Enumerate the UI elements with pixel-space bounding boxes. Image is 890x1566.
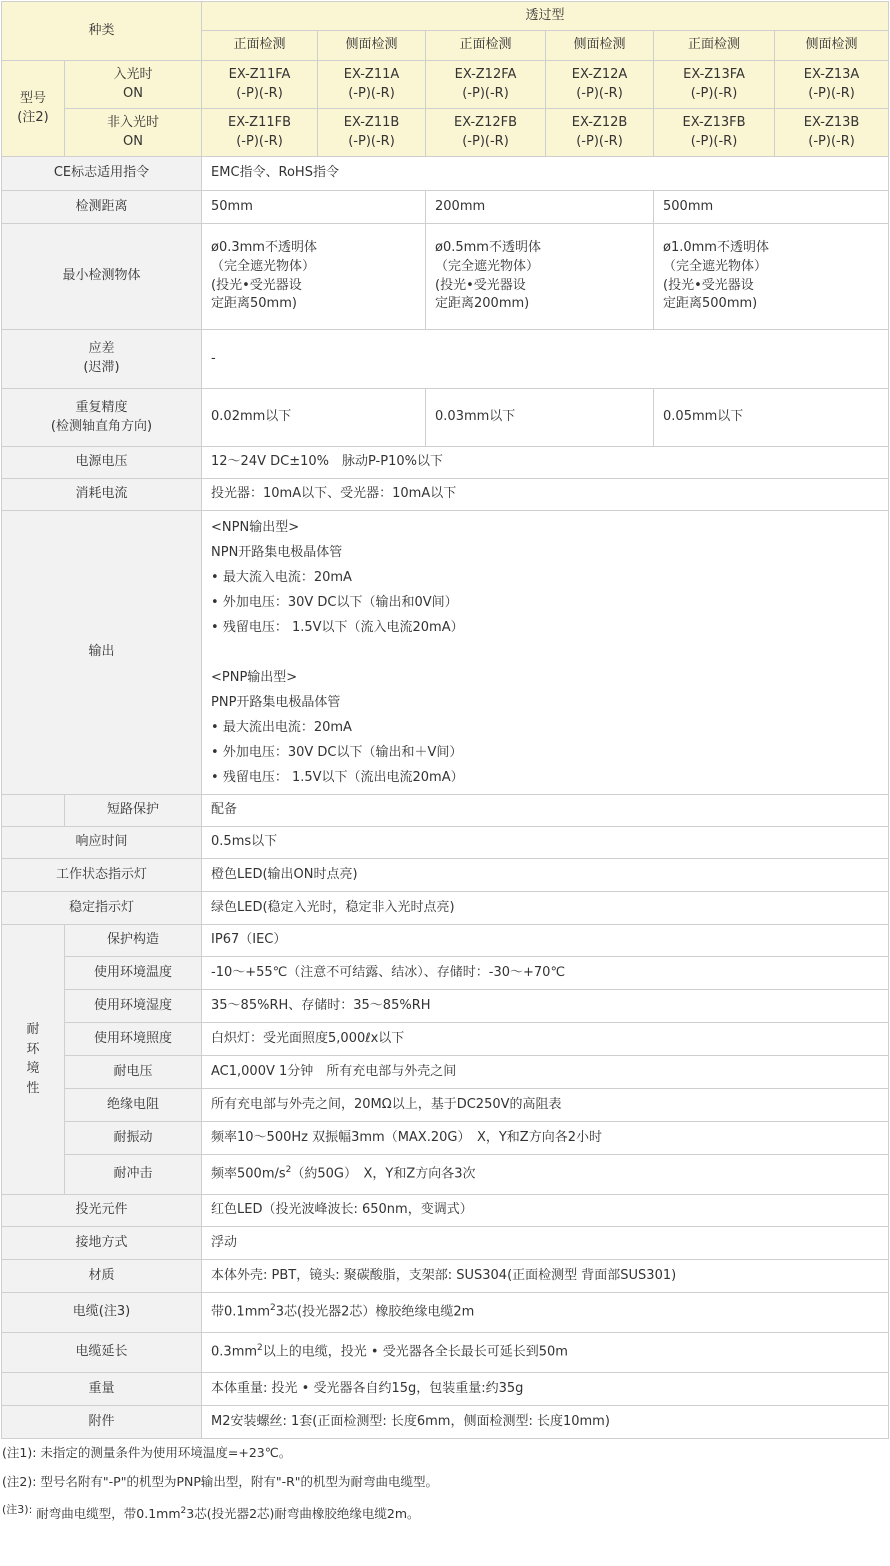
response-value: 0.5ms以下 [202,827,889,859]
model-cell: EX-Z13FA (-P)(-R) [654,61,775,109]
weight-value: 本体重量: 投光 • 受光器各自约15g，包装重量:约35g [202,1373,889,1406]
op-indicator-value: 橙色LED(输出ON时点亮) [202,859,889,892]
voltage-value: 12～24V DC±10% 脉动P-P10%以下 [202,447,889,479]
accessory-value: M2安装螺丝: 1套(正面检测型: 长度6mm，侧面检测型: 长度10mm) [202,1406,889,1439]
weight-label: 重量 [2,1373,202,1406]
emitter-label: 投光元件 [2,1195,202,1227]
emitter-value: 红色LED（投光波峰波长: 650nm，变调式） [202,1195,889,1227]
short-value: 配备 [202,795,889,827]
ce-value: EMC指令、RoHS指令 [202,157,889,191]
env-item-value: 白炽灯：受光面照度5,000ℓx以下 [202,1023,889,1056]
note-3-post: 3芯(投光器2芯)耐弯曲橡胶绝缘电缆2m。 [186,1506,420,1522]
detect-header: 正面检测 [654,31,775,61]
env-item-label: 耐振动 [65,1122,202,1155]
distance-value: 50mm [202,191,426,224]
cable-ext-pre: 0.3mm [211,1344,258,1360]
detect-header: 正面检测 [426,31,546,61]
model-cell: EX-Z11FA (-P)(-R) [202,61,318,109]
ce-label: CE标志适用指令 [2,157,202,191]
notes [2,1444,890,1531]
env-item-label: 使用环境湿度 [65,990,202,1023]
cable-ext-value [202,1333,889,1373]
light-on-label: 入光时 ON [65,61,202,109]
model-cell: EX-Z11A (-P)(-R) [318,61,426,109]
detect-header: 侧面检测 [546,31,654,61]
cable-ext-sup: 2 [257,1343,263,1354]
transmissive-header: 透过型 [202,2,889,31]
accessory-label: 附件 [2,1406,202,1439]
model-cell: EX-Z12FB (-P)(-R) [426,109,546,157]
cable-value-sup: 2 [270,1303,276,1314]
env-label [2,925,65,1195]
spec-table [1,1,889,1439]
cable-value-pre: 带0.1mm [211,1304,271,1320]
repeat-value: 0.05mm以下 [654,389,889,447]
env-item-value: 所有充电部与外壳之间，20MΩ以上，基于DC250V的高阻表 [202,1089,889,1122]
model-cell: EX-Z11FB (-P)(-R) [202,109,318,157]
model-cell: EX-Z13B (-P)(-R) [775,109,889,157]
min-object-value: ø0.3mm不透明体 （完全遮光物体） (投光•受光器设 定距离50mm) [202,224,426,330]
note-3-label: (注3): [2,1503,33,1516]
env-item-value: AC1,000V 1分钟 所有充电部与外壳之间 [202,1056,889,1089]
current-label: 消耗电流 [2,479,202,511]
output-value: <NPN输出型> NPN开路集电极晶体管 • 最大流入电流：20mA • 外加电压：30V DC以下（输出和0V间） • 残留电压： 1.5V以下（流入电流20mA） <PNP输出型> PNP开路集电极晶体管 • 最大流出电流：20mA • 外加电压：30V DC以下（输出和＋V间） • 残留电压： 1.5V以下（流出电流20mA） [202,511,889,795]
shock-value [202,1155,889,1195]
voltage-label: 电源电压 [2,447,202,479]
output-label: 输出 [2,511,202,795]
distance-label: 检测距离 [2,191,202,224]
model-cell: EX-Z11B (-P)(-R) [318,109,426,157]
model-cell: EX-Z12A (-P)(-R) [546,61,654,109]
min-object-value: ø0.5mm不透明体 （完全遮光物体） (投光•受光器设 定距离200mm) [426,224,654,330]
env-item-label: 使用环境温度 [65,957,202,990]
cable-value-post: 3芯(投光器2芯）橡胶绝缘电缆2m [275,1304,475,1320]
stab-indicator-value: 绿色LED(稳定入光时，稳定非入光时点亮) [202,892,889,925]
env-item-value: 35～85%RH、存储时：35～85%RH [202,990,889,1023]
min-object-value: ø1.0mm不透明体 （完全遮光物体） (投光•受光器设 定距离500mm) [654,224,889,330]
min-object-label: 最小检测物体 [2,224,202,330]
distance-value: 200mm [426,191,654,224]
repeat-value: 0.03mm以下 [426,389,654,447]
shock-value-post: （約50G） X，Y和Z方向各3次 [291,1166,476,1182]
hysteresis-label: 应差 (迟滞) [2,330,202,389]
model-cell: EX-Z12FA (-P)(-R) [426,61,546,109]
repeat-value: 0.02mm以下 [202,389,426,447]
response-label: 响应时间 [2,827,202,859]
material-value: 本体外壳: PBT，镜头: 聚碳酸脂，支架部: SUS304(正面检测型 背面部SUS301) [202,1260,889,1293]
stab-indicator-label: 稳定指示灯 [2,892,202,925]
short-label: 短路保护 [65,795,202,827]
cable-value [202,1293,889,1333]
note-3 [2,1502,890,1531]
detect-header: 侧面检测 [775,31,889,61]
note-3-pre: 耐弯曲电缆型，带0.1mm [36,1506,181,1522]
shock-label: 耐冲击 [65,1155,202,1195]
ground-label: 接地方式 [2,1227,202,1260]
current-value: 投光器：10mA以下、受光器：10mA以下 [202,479,889,511]
shock-value-sup: 2 [285,1165,292,1176]
env-item-value: 频率10～500Hz 双振幅3mm（MAX.20G） X，Y和Z方向各2小时 [202,1122,889,1155]
env-item-label: 耐电压 [65,1056,202,1089]
env-item-value: -10～+55℃（注意不可结露、结冰）、存储时：-30～+70℃ [202,957,889,990]
model-cell: EX-Z13FB (-P)(-R) [654,109,775,157]
cable-label: 电缆(注3) [2,1293,202,1333]
cable-ext-label: 电缆延长 [2,1333,202,1373]
ground-value: 浮动 [202,1227,889,1260]
env-item-label: 使用环境照度 [65,1023,202,1056]
note-3-sup: 2 [180,1506,187,1516]
env-item-label: 保护构造 [65,925,202,957]
env-item-value: IP67（IEC） [202,925,889,957]
env-item-label: 绝缘电阻 [65,1089,202,1122]
type-label: 种类 [2,2,202,61]
cable-ext-post: 以上的电缆，投光 • 受光器各全长最长可延长到50m [262,1344,568,1360]
shock-value-pre: 频率500m/s [211,1166,286,1182]
short-indent [2,795,65,827]
env-label-text: 耐 环 境 性 [26,1022,40,1096]
note-1: (注1): 未指定的测量条件为使用环境温度=+23℃。 [2,1445,292,1460]
repeat-label: 重复精度 (检测轴直角方向) [2,389,202,447]
detect-header: 侧面检测 [318,31,426,61]
op-indicator-label: 工作状态指示灯 [2,859,202,892]
model-cell: EX-Z12B (-P)(-R) [546,109,654,157]
note-2: (注2): 型号名附有"-P"的机型为PNP输出型，附有"-R"的机型为耐弯曲电缆型。 [2,1474,439,1489]
model-label: 型号 (注2) [2,61,65,157]
detect-header: 正面检测 [202,31,318,61]
light-off-label: 非入光时 ON [65,109,202,157]
material-label: 材质 [2,1260,202,1293]
hysteresis-value: - [202,330,889,389]
model-cell: EX-Z13A (-P)(-R) [775,61,889,109]
distance-value: 500mm [654,191,889,224]
